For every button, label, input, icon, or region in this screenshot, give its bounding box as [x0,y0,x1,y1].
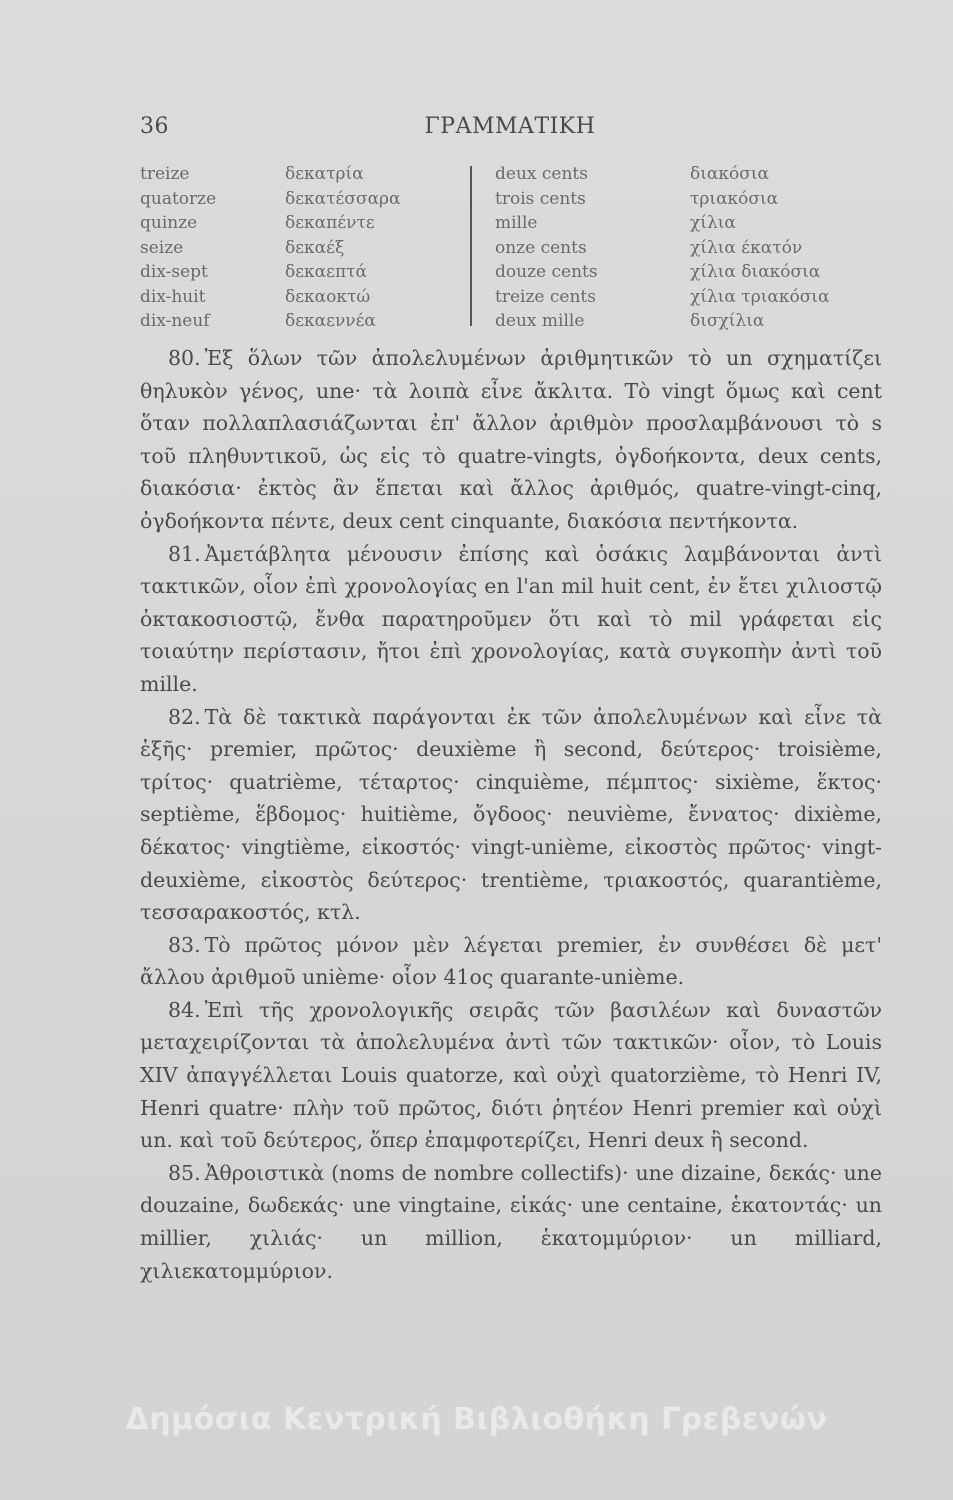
table-cell: χίλια έκατόν [690,237,803,258]
table-cell: δεκατέσσαρα [285,188,401,209]
table-cell: quatorze [140,188,217,209]
paragraph-text: Ἐξ ὅλων τῶν ἀπολελυμένων ἀριθμητικῶν τὸ un σχηματίζει θηλυκὸν γένος, une· τὰ λοιπὰ εἶνε ἄκλιτα. Τὸ vingt ὅμως καὶ cent ὅταν πολλαπλασιάζωνται ἐπ' ἄλλον ἀριθμὸν προσλαμβάνουσι τὸ s τοῦ πληθυντικοῦ, ὡς εἰς τὸ quatre-vingts, ὀγδοήκοντα, deux cents, διακόσια· ἐκτὸς ἂν ἕπεται καὶ ἄλλος ἀριθμός, quatre-vingt-cinq, ὀγδοήκοντα πέντε, deux cent cinquante, διακόσια πεντήκοντα. [140,346,882,533]
table-cell: dix-sept [140,262,208,282]
right-greek-column [690,162,829,334]
paragraph-number: 81. [168,541,201,566]
page-number: 36 [140,114,169,139]
paragraph-text: Ἐπὶ τῆς χρονολογικῆς σειρᾶς τῶν βασιλέων καὶ δυναστῶν μεταχειρίζονται τὰ ἀπολελυμένα ἀντὶ τῶν τακτικῶν· οἷον, τὸ Louis XIV ἀπαγγέλλεται Louis quatorze, καὶ οὐχὶ quatorzième, τὸ Henri IV, Henri quatre· πλὴν τοῦ πρῶτος, διότι ῥητέον Henri premier καὶ οὐχὶ un. καὶ τοῦ δεύτερος, ὅπερ ἐπαμφοτερίζει, Henri deux ἢ second. [140,997,882,1153]
paragraph-80 [140,342,882,538]
table-cell: δεκαοκτώ [285,286,371,307]
table-cell: χίλια διακόσια [690,262,821,282]
table-cell: dix-huit [140,286,206,307]
paragraph-text: Τὰ δὲ τακτικὰ παράγονται ἐκ τῶν ἀπολελυμένων καὶ εἶνε τὰ ἑξῆς· premier, πρῶτος· deuxième ἢ second, δεύτερος· troisième, τρίτος· quatrième, τέταρτος· cinquième, πέμπτος· sixième, ἕκτος· septième, ἕβδομος· huitième, ὄγδοος· neuvième, ἔννατος· dixième, δέκατος· vingtième, εἰκοστός· vingt-unième, εἰκοστὸς πρῶτος· vingt-deuxième, εἰκοστὸς δεύτερος· trentième, τριακοστός, quarantième, τεσσαρακοστός, κτλ. [140,704,882,925]
paragraph-85 [140,1157,882,1287]
table-cell: douze cents [495,262,598,282]
paragraph-text: Ἀθροιστικὰ (noms de nombre collectifs)· une dizaine, δεκάς· une douzaine, δωδεκάς· une vingtaine, εἰκάς· une centaine, ἑκατοντάς· un millier, χιλιάς· un million, ἑκατομμύριον· un milliard, χιλιεκατομμύριον. [140,1160,882,1283]
table-cell: δεκατρία [285,164,364,184]
table-cell: δεκαπέντε [285,213,375,233]
paragraph-number: 80. [168,346,201,370]
table-cell: deux mille [495,311,585,331]
table-cell: δεκαεννέα [285,311,376,331]
table-cell: mille [495,213,538,233]
table-cell: δεκαέξ [285,237,345,258]
paragraph-text: Ἀμετάβλητα μένουσιν ἐπίσης καὶ ὁσάκις λαμβάνονται ἀντὶ τακτικῶν, οἷον ἐπὶ χρονολογίας en l'an mil huit cent, ἐν ἔτει χιλιοστῷ ὀκτακοσιοστῷ, ἔνθα παρατηροῦμεν ὅτι καὶ τὸ mil γράφεται εἰς τοιαύτην περίστασιν, ἤτοι ἐπὶ χρονολογίας, κατὰ συγκοπὴν ἀντὶ τοῦ mille. [140,541,882,696]
paragraph-84 [140,994,882,1157]
paragraph-number: 83. [168,932,201,957]
table-cell: χίλια τριακόσια [690,286,830,307]
table-cell: δεκαεπτά [285,262,368,282]
numeral-table [140,162,880,332]
paragraph-83 [140,929,882,994]
table-cell: διακόσια [690,164,769,184]
table-cell: treize cents [495,286,596,307]
table-cell: trois cents [495,188,586,209]
running-title: ΓΡΑΜΜΑΤΙΚΗ [424,114,596,139]
paragraph-text: Τὸ πρῶτος μόνον μὲν λέγεται premier, ἐν συνθέσει δὲ μετ' ἄλλου ἀριθμοῦ unième· οἷον 41ος quarante-unième. [140,932,882,990]
library-watermark: Δημόσια Κεντρική Βιβλιοθήκη Γρεβενών [125,1402,828,1437]
column-divider [470,166,472,326]
table-cell: treize [140,164,190,184]
paragraph-number: 85. [168,1160,201,1185]
paragraph-82 [140,701,882,929]
paragraph-number: 82. [168,704,201,729]
left-french-column [140,162,216,334]
table-cell: δισχίλια [690,311,765,331]
left-greek-column [285,162,401,334]
table-cell: dix-neuf [140,311,210,331]
table-cell: quinze [140,213,198,233]
paragraph-number: 84. [168,997,201,1022]
paragraph-81 [140,538,882,701]
page-header [140,114,880,148]
table-cell: onze cents [495,237,587,258]
table-cell: χίλια [690,213,736,233]
table-cell: seize [140,237,184,258]
body-text [140,342,882,1287]
right-french-column [495,162,598,334]
table-cell: deux cents [495,164,588,184]
table-cell: τριακόσια [690,188,779,209]
